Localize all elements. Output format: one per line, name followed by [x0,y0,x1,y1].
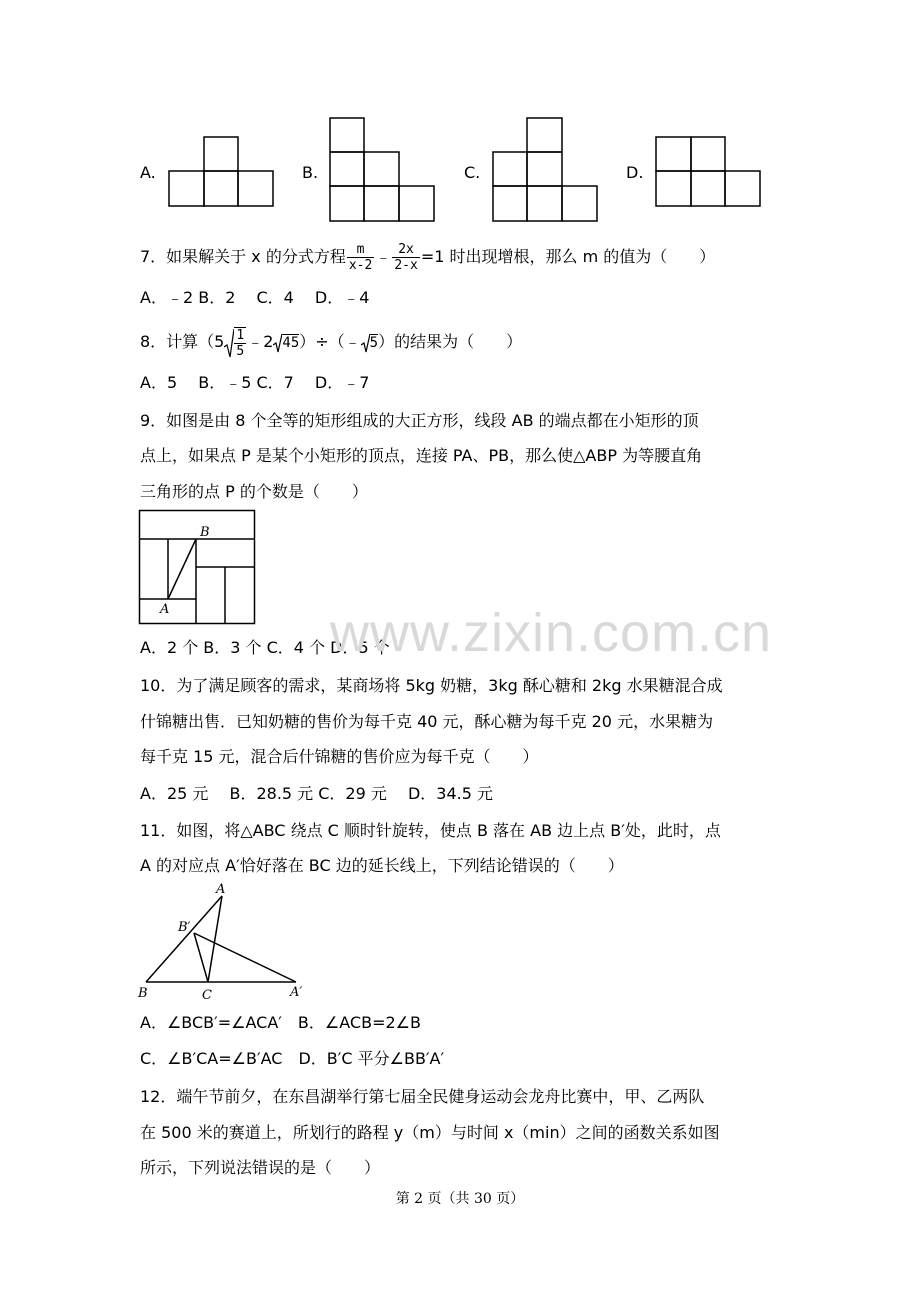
q8-question [140,326,522,359]
q9-line-2: 点上，如果点 P 是某个小矩形的顶点，连接 PA、PB，那么使△ABP 为等腰直角 [140,446,703,465]
q6-option-b-label: B. [302,163,319,182]
q12-line-1: 12．端午节前夕，在东昌湖举行第七届全民健身运动会龙舟比赛中，甲、乙两队 [140,1087,705,1106]
page-footer: 第 2 页（共 30 页） [395,1191,525,1207]
q9-figure [138,509,258,627]
q6-figure-c [492,117,600,223]
q7-minus: ﹣ [375,247,392,266]
q11-label-b-prime: B′ [178,920,191,935]
q8-radical-icon-1 [224,327,234,359]
q8-sqrt2-value: 45 [282,334,300,351]
q7-options: A．﹣2 B．2 C．4 D．﹣4 [140,288,370,307]
q9-label-b: B [200,525,210,540]
q11-options-2: C．∠B′CA=∠B′AC D．B′C 平分∠BB′A′ [140,1049,445,1068]
q7-fraction-2 [392,242,419,273]
watermark: www.zixin.com.cn [330,603,773,663]
q6-option-c-label: C. [464,163,481,182]
q10-line-3: 每千克 15 元，混合后什锦糖的售价应为每千克（ ） [140,747,539,766]
q6-figure-a [168,136,276,208]
q8-prefix: 8．计算（5 [140,332,225,351]
q11-options-1: A．∠BCB′=∠ACA′ B．∠ACB=2∠B [140,1013,421,1032]
q11-line-1: 11．如图，将△ABC 绕点 C 顺时针旋转，使点 B 落在 AB 边上点 B′处，此时，点 [140,821,721,840]
q6-figure-b [329,117,437,223]
q8-options: A．5 B．﹣5 C．7 D．﹣7 [140,373,370,392]
q11-label-c: C [202,988,212,1002]
q8-sqrt1-numerator: 1 [236,327,245,343]
q9-line-1: 9．如图是由 8 个全等的矩形组成的大正方形，线段 AB 的端点都在小矩形的顶 [140,411,699,430]
q10-line-1: 10．为了满足顾客的需求，某商场将 5kg 奶糖，3kg 酥心糖和 2kg 水果糖混合成 [140,676,723,695]
q8-mid: ﹣2 [247,332,274,351]
q11-label-a-prime: A′ [290,985,303,1000]
q8-sqrt-fraction [224,326,247,359]
q6-option-a-label: A. [140,163,156,182]
q11-line-2: A 的对应点 A′恰好落在 BC 边的延长线上，下列结论错误的（ ） [140,856,624,875]
q8-sqrt-5 [361,326,378,359]
q7-question [140,242,715,273]
q7-frac2-denominator: 2-x [394,258,418,273]
q10-options: A．25 元 B．28.5 元 C．29 元 D．34.5 元 [140,784,493,803]
q6-option-d-label: D. [626,163,644,182]
q7-prefix: 7．如果解关于 x 的分式方程 [140,247,346,266]
q7-suffix: =1 时出现增根，那么 m 的值为（ ） [420,247,716,266]
q6-figure-d [655,136,763,208]
q8-mid2: ）÷（﹣ [299,332,361,351]
q11-label-b: B [138,986,148,1001]
q12-line-3: 所示，下列说法错误的是（ ） [140,1158,381,1177]
q8-sqrt1-denominator: 5 [236,343,245,359]
q9-line-3: 三角形的点 P 的个数是（ ） [140,482,368,501]
q8-radical-icon-3 [361,333,370,353]
q8-sqrt-45 [273,326,299,359]
q7-fraction-1 [347,242,374,273]
q9-label-a: A [160,602,170,617]
q12-line-2: 在 500 米的赛道上，所划行的路程 y（m）与时间 x（min）之间的函数关系如图 [140,1123,720,1142]
q8-sqrt3-value: 5 [369,334,379,351]
q8-suffix: ）的结果为（ ） [378,332,523,351]
q7-frac1-numerator: m [347,242,374,258]
q9-options: A．2 个 B．3 个 C．4 个 D．5 个 [140,638,390,657]
q10-line-2: 什锦糖出售．已知奶糖的售价为每千克 40 元，酥心糖为每千克 20 元，水果糖为 [140,712,714,731]
q11-label-a: A [216,882,226,897]
q7-frac1-denominator: x-2 [348,258,373,273]
q7-frac2-numerator: 2x [392,242,419,258]
q11-figure [136,880,316,1002]
